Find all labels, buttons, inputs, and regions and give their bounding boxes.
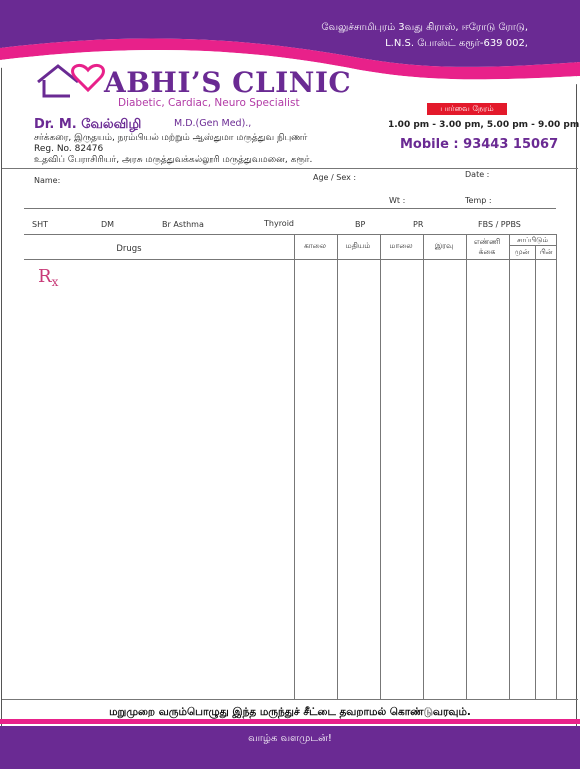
- footer-wish: வாழ்க வளமுடன்!: [248, 733, 332, 744]
- divider-food-subheader: [509, 245, 556, 246]
- doctor-reg-no: Reg. No. 82476: [34, 144, 104, 154]
- column-count: [466, 237, 508, 257]
- column-divider-count: [466, 234, 467, 699]
- column-after-food: பின்: [539, 248, 553, 256]
- vital-sht: SHT: [32, 220, 48, 229]
- column-divider-night: [423, 234, 424, 699]
- visit-timings: 1.00 pm - 3.00 pm, 5.00 pm - 9.00 pm: [388, 120, 580, 130]
- mobile-number: Mobile : 93443 15067: [400, 137, 559, 152]
- footer-pink-band: [0, 719, 580, 724]
- name-field-label: Name:: [34, 176, 61, 185]
- vital-bp: BP: [355, 220, 366, 229]
- vital-pr: PR: [413, 220, 424, 229]
- temp-field-label: Temp :: [465, 196, 492, 205]
- column-divider-morning: [294, 234, 295, 699]
- column-before-food: முன்: [514, 248, 530, 256]
- clinic-name: ABHI’S CLINIC: [104, 66, 352, 99]
- doctor-name: Dr. M. வேல்விழி: [34, 117, 142, 132]
- weight-field-label: Wt :: [389, 196, 406, 205]
- divider-table-bottom: [2, 699, 578, 700]
- visit-time-badge: பார்வை நேரம்: [427, 103, 507, 115]
- address-line-1: வேலுச்சாமிபுரம் 3வது கிராஸ், ஈரோடு ரோடு,: [321, 22, 528, 33]
- vital-fbs-ppbs: FBS / PPBS: [478, 220, 521, 229]
- doctor-specialty: சர்க்கரை, இருதயம், நரம்பியல் மற்றும் ஆஸ்துமா மருத்துவ நிபுணர்: [34, 133, 308, 143]
- clinic-tagline: Diabetic, Cardiac, Neuro Specialist: [118, 97, 300, 109]
- doctor-degree: M.D.(Gen Med).,: [174, 118, 252, 129]
- vital-thyroid: Thyroid: [264, 219, 294, 228]
- date-field-label: Date :: [465, 170, 490, 179]
- column-divider-food: [509, 234, 510, 699]
- divider-vitals-top: [24, 208, 556, 209]
- vital-dm: DM: [101, 220, 115, 229]
- column-divider-noon: [337, 234, 338, 699]
- footer-note: மறுமுறை வரும்பொழுது இந்த மருந்துச் சீட்டை தவறாமல் கொண்டுவரவும்.: [109, 706, 471, 718]
- column-count-line1: எண்ணி: [473, 237, 501, 246]
- house-heart-logo-icon: [36, 62, 106, 100]
- divider-top: [2, 168, 578, 169]
- address-line-2: L.N.S. போஸ்ட் கரூர்-639 002,: [385, 38, 528, 49]
- column-morning: காலை: [303, 241, 327, 250]
- divider-table-top: [24, 234, 556, 235]
- column-night: இரவு: [434, 241, 454, 250]
- age-sex-field-label: Age / Sex :: [313, 173, 357, 182]
- column-food: சாப்பிடும்: [516, 236, 548, 244]
- page-border: [1, 1, 580, 766]
- rx-symbol-icon: $R_x$: [38, 266, 59, 289]
- column-divider-right: [556, 234, 557, 699]
- clinic-address: [321, 20, 528, 52]
- column-count-line2: க்கை: [478, 247, 496, 256]
- column-drugs: Drugs: [116, 244, 142, 254]
- column-noon: மதியம்: [345, 241, 371, 250]
- vital-br-asthma: Br Asthma: [162, 220, 204, 229]
- column-evening: மாலை: [389, 241, 413, 250]
- column-divider-evening: [380, 234, 381, 699]
- doctor-position: உதவிப் பேராசிரியர், அரசு மருத்துவக்கல்லூரி மருத்துவமனை, கரூர்.: [34, 155, 313, 165]
- column-divider-before-after: [535, 245, 536, 699]
- divider-table-header: [24, 259, 556, 260]
